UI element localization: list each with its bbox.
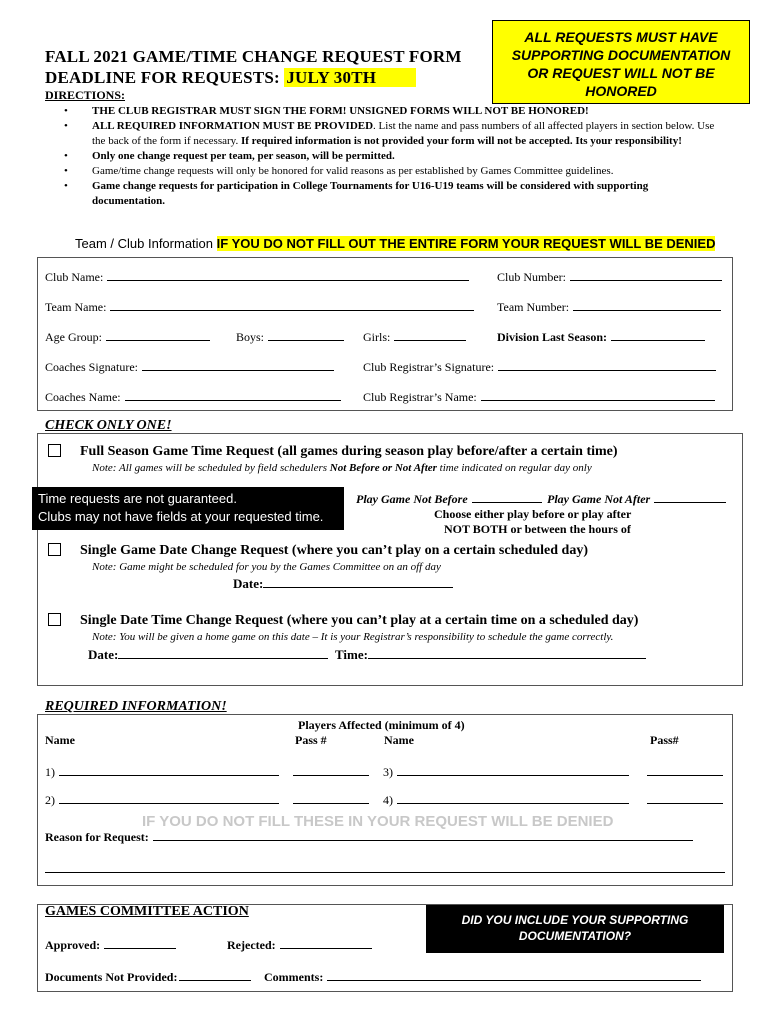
single-time-time-field[interactable]: Time: [335,647,646,663]
not-guaranteed-box: Time requests are not guaranteed. Clubs may not have fields at your requested time. [32,487,344,530]
team-number-field[interactable]: Team Number: [497,300,721,315]
single-time-title: Single Date Time Change Request (where you can’t play at a certain time on a scheduled day) [80,613,639,628]
comments-field[interactable]: Comments: [264,970,701,985]
play-before-field[interactable]: Play Game Not Before [356,492,542,507]
reason-for-request-field[interactable]: Reason for Request: [45,830,693,845]
full-season-checkbox[interactable] [48,444,61,462]
club-name-field[interactable]: Club Name: [45,270,469,285]
approved-field[interactable]: Approved: [45,938,176,953]
team-section-heading: Team / Club Information IF YOU DO NOT FILL OUT THE ENTIRE FORM YOUR REQUEST WILL BE DENIED [75,236,716,251]
choose-instruction: Choose either play before or play after [434,507,632,521]
play-after-field[interactable]: Play Game Not After [547,492,726,507]
single-time-checkbox[interactable] [48,613,61,631]
team-section-warning: IF YOU DO NOT FILL OUT THE ENTIRE FORM YOUR REQUEST WILL BE DENIED [216,236,716,251]
denied-warning: IF YOU DO NOT FILL THESE IN YOUR REQUEST WILL BE DENIED [142,813,614,830]
registrar-signature-field[interactable]: Club Registrar’s Signature: [363,360,716,375]
player-row-3[interactable]: 3) [383,765,723,780]
direction-item: • ALL REQUIRED INFORMATION MUST BE PROVIDED. List the name and pass numbers of all affected players in section below. Use the back of the form if necessary. If required information is not provided your form will not be accepted. Its your responsibility! [62,119,722,149]
directions-list [62,104,722,209]
division-last-season-field[interactable]: Division Last Season: [497,330,705,345]
players-affected-label: Players Affected (minimum of 4) [298,718,465,732]
direction-item: • Game change requests for participation in College Tournaments for U16-U19 teams will be considered with supporting documentation. [62,179,722,209]
girls-field[interactable]: Girls: [363,330,466,345]
rejected-field[interactable]: Rejected: [227,938,372,953]
boys-field[interactable]: Boys: [236,330,344,345]
documentation-warning-box [492,20,750,104]
choose-instruction: NOT BOTH or between the hours of [444,522,631,536]
check-only-one-label: CHECK ONLY ONE! [45,418,172,433]
deadline-date: JULY 30TH [284,68,416,87]
warning-line: OR REQUEST WILL NOT BE [527,65,715,81]
full-season-note: Note: All games will be scheduled by field schedulers Not Before or Not After time indicated on regular day only [92,462,592,474]
direction-item: • THE CLUB REGISTRAR MUST SIGN THE FORM! UNSIGNED FORMS WILL NOT BE HONORED! [62,104,722,119]
col-name2-header: Name [384,733,414,747]
coaches-signature-field[interactable]: Coaches Signature: [45,360,334,375]
direction-item: • Only one change request per team, per season, will be permitted. [62,149,722,164]
warning-line: HONORED [585,83,657,99]
single-time-date-field[interactable]: Date: [88,647,328,663]
age-group-field[interactable]: Age Group: [45,330,210,345]
single-game-note: Note: Game might be scheduled for you by the Games Committee on an off day [92,561,441,573]
single-game-checkbox[interactable] [48,543,61,561]
reason-extra-line[interactable] [45,872,725,873]
direction-item: • Game/time change requests will only be honored for valid reasons as per established by Games Committee guidelines. [62,164,722,179]
directions-label: DIRECTIONS: [45,88,126,102]
col-pass2-header: Pass# [650,733,679,747]
col-name-header: Name [45,733,75,747]
player-row-2[interactable]: 2) [45,793,369,808]
coaches-name-field[interactable]: Coaches Name: [45,390,341,405]
documents-not-provided-field[interactable]: Documents Not Provided: [45,970,251,985]
form-title: FALL 2021 GAME/TIME CHANGE REQUEST FORM [45,47,462,66]
team-name-field[interactable]: Team Name: [45,300,474,315]
single-game-date-field[interactable]: Date: [233,576,453,592]
warning-line: ALL REQUESTS MUST HAVE [524,29,718,45]
col-pass-header: Pass # [295,733,327,747]
warning-line: SUPPORTING DOCUMENTATION [511,47,731,63]
player-row-1[interactable]: 1) [45,765,369,780]
single-time-note: Note: You will be given a home game on this date – It is your Registrar’s responsibility to schedule the game correctly. [92,631,614,643]
deadline-line [45,68,416,88]
deadline-label: DEADLINE FOR REQUESTS: [45,68,280,87]
club-number-field[interactable]: Club Number: [497,270,722,285]
documentation-question-box: DID YOU INCLUDE YOUR SUPPORTING DOCUMENTATION? [426,905,724,953]
games-committee-title: GAMES COMMITTEE ACTION [45,904,249,919]
required-information-label: REQUIRED INFORMATION! [45,699,227,714]
player-row-4[interactable]: 4) [383,793,723,808]
registrar-name-field[interactable]: Club Registrar’s Name: [363,390,715,405]
full-season-title: Full Season Game Time Request (all games during season play before/after a certain time) [80,444,618,459]
single-game-title: Single Game Date Change Request (where you can’t play on a certain scheduled day) [80,543,589,558]
